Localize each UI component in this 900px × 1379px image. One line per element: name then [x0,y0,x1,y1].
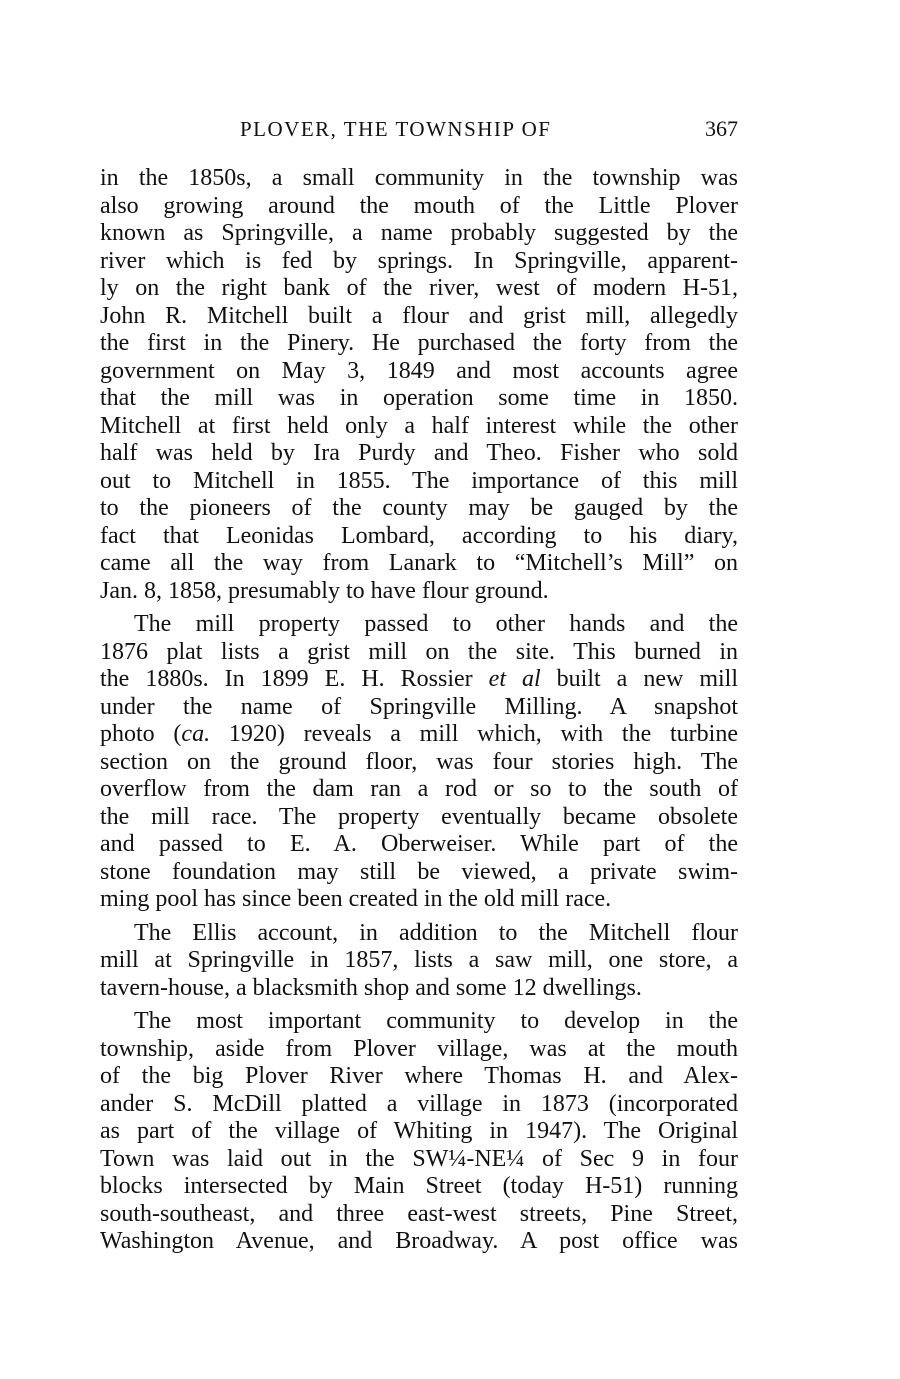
text-line: Washington Avenue, and Broadway. A post office was [100,1228,738,1254]
running-head [100,114,738,144]
text-line: fact that Leonidas Lombard, according to his diary, [100,522,738,549]
paragraph-ellis-account [100,920,738,1003]
text-line: river which is fed by springs. In Springville, apparent- [100,247,738,274]
text-line: government on May 3, 1849 and most accounts agree [100,357,738,384]
text-line: John R. Mitchell built a flour and grist mill, allegedly [100,302,738,329]
text-line: overflow from the dam ran a rod or so to the south of [100,776,738,802]
paragraph-mcdill-village [100,1008,738,1256]
text-line: mill at Springville in 1857, lists a saw mill, one store, a [100,947,738,973]
text-line: half was held by Ira Purdy and Theo. Fisher who sold [100,440,738,466]
text-line: Jan. 8, 1858, presumably to have flour ground. [100,577,549,604]
text-line: blocks intersected by Main Street (today H-51) running [100,1173,738,1199]
text-line: came all the way from Lanark to “Mitchell’s Mill” on [100,550,738,576]
text-line: the mill race. The property eventually became obsolete [100,803,738,830]
text-line: in the 1850s, a small community in the township was [100,165,738,191]
text-line: tavern-house, a blacksmith shop and some 12 dwellings. [100,974,642,1001]
paragraph-mill-property [100,611,738,914]
text-line: ly on the right bank of the river, west of modern H-51, [100,275,738,301]
text-line: stone foundation may still be viewed, a private swim- [100,858,738,885]
text-line: out to Mitchell in 1855. The importance of this mill [100,467,738,494]
text-line: The Ellis account, in addition to the Mitchell flour [134,919,738,946]
text-line: south-southeast, and three east-west streets, Pine Street, [100,1200,738,1227]
text-line: Town was laid out in the SW¼-NE¼ of Sec 9 in four [100,1145,738,1172]
text-line: known as Springville, a name probably suggested by the [100,220,738,246]
text-line: under the name of Springville Milling. A snapshot [100,693,738,720]
text-line: as part of the village of Whiting in 1947). The Original [100,1118,738,1144]
text-line: section on the ground floor, was four stories high. The [100,748,738,775]
text-line: The most important community to develop in the [134,1008,738,1034]
body-text [100,165,738,1256]
page-number: 367 [705,116,738,141]
text-line: to the pioneers of the county may be gauged by the [100,495,738,521]
text-line: The mill property passed to other hands and the [134,611,738,637]
text-line: the first in the Pinery. He purchased the forty from the [100,330,738,356]
text-line: Mitchell at first held only a half interest while the other [100,412,738,439]
text-line: also growing around the mouth of the Little Plover [100,192,738,219]
text-line: ming pool has since been created in the old mill race. [100,886,612,912]
text-line: 1876 plat lists a grist mill on the site. This burned in [100,638,738,665]
paragraph-springville [100,165,738,605]
text-line: photo (ca. 1920) reveals a mill which, with the turbine [100,721,738,747]
text-line: ander S. McDill platted a village in 1873 (incorporated [100,1090,738,1117]
running-title: PLOVER, THE TOWNSHIP OF [240,117,552,141]
text-line: that the mill was in operation some time in 1850. [100,385,738,411]
text-line: of the big Plover River where Thomas H. and Alex- [100,1063,738,1089]
text-line: and passed to E. A. Oberweiser. While part of the [100,831,738,857]
text-line: the 1880s. In 1899 E. H. Rossier et al built a new mill [100,666,738,692]
text-line: township, aside from Plover village, was at the mouth [100,1035,738,1062]
